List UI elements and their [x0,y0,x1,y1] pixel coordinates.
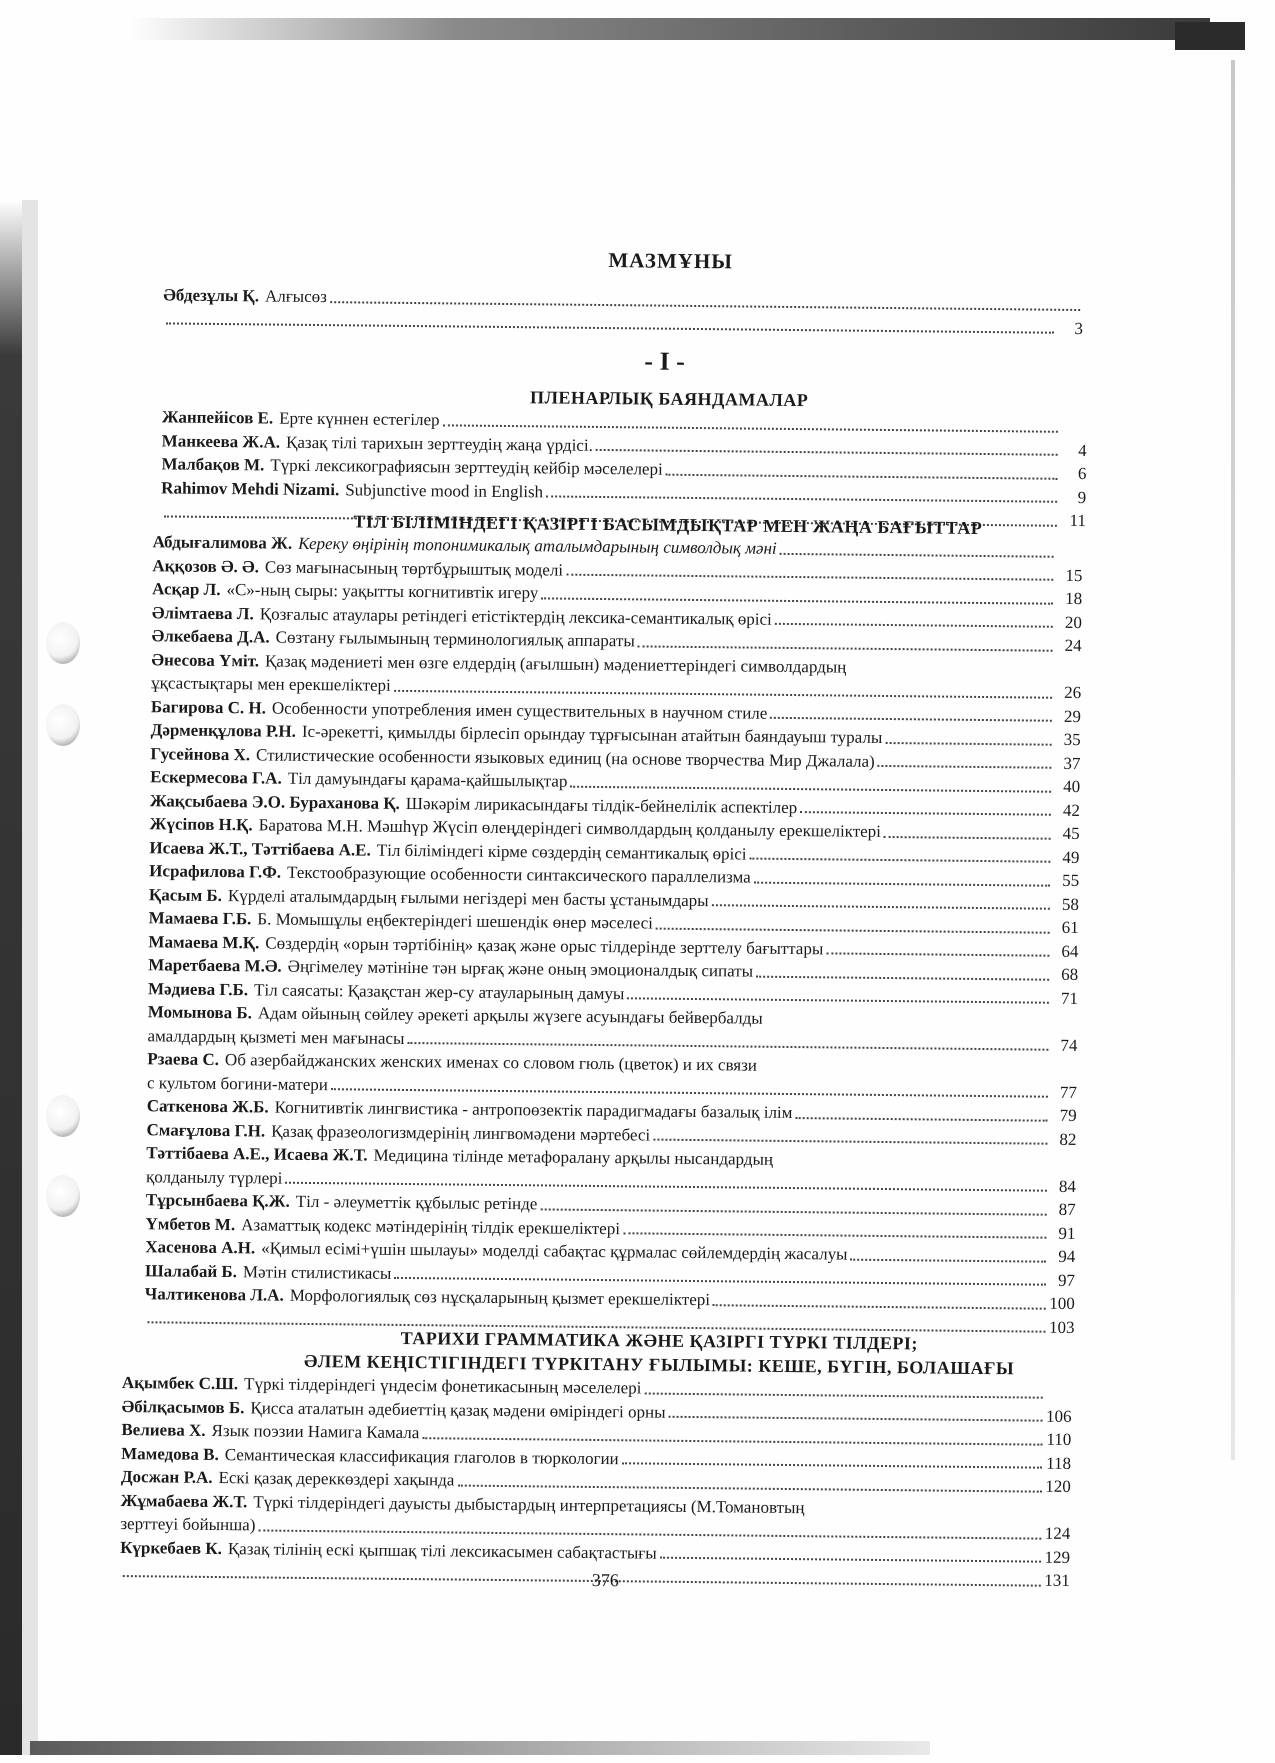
dot-leader [623,1232,1046,1238]
entry-page: 58 [1053,892,1079,916]
entry-title: Об азербайджанских женских именах со словом гюль (цветок) и их связи [225,1050,757,1075]
dot-leader [775,623,1053,628]
entry-title: Тіл біліміндегі кірме сөздердің семантикалық өрісі [377,838,747,865]
dot-leader [331,1088,1048,1098]
entry-author: Жанпейісов Е. [162,405,273,430]
entry-page: 131 [1044,1569,1070,1593]
entry-page: 18 [1056,587,1082,611]
dot-leader [541,597,1053,604]
entry-author: Манкеева Ж.А. [162,429,281,454]
entry-author: Мәдиева Г.Б. [148,977,248,1002]
entry-title: Ерте күннен естегілер [279,407,440,432]
entry-author: Жақсыбаева Э.О. Бураханова Қ. [150,789,400,815]
entry-title: Әңгімелеу мәтініне тән ырғақ және оның эмоционалдық сипаты [288,955,754,983]
entry-author: Исаева Ж.Т., Тәттібаева А.Е. [149,836,371,862]
dot-leader [123,1575,1041,1587]
entry-title: Б. Момышұлы еңбектеріндегі шешендік өнер мәселесі [257,907,653,935]
dot-leader [644,1392,1042,1398]
entry-page: 103 [1048,1315,1074,1339]
entry-author: Гусейнова Х. [150,742,250,767]
dot-leader [566,574,1053,581]
entry-page: 64 [1052,939,1078,963]
entry-page: 40 [1054,775,1080,799]
entry-page: 91 [1049,1221,1075,1245]
entry-title: Стилистические особенности языковых единиц (на основе творчества Мир Джалала) [256,743,875,773]
entry-title: Тіл - әлеуметтік құбылыс ретінде [296,1190,538,1216]
entry-author: Әбілқасымов Б. [122,1395,245,1420]
entry-page: 3 [1057,316,1083,340]
entry-title: Түркі лексикографиясын зерттеудің кейбір мәселелері [270,454,663,482]
entry-title: Семантическая классификация глаголов в тюркологии [225,1443,619,1471]
entry-page: 124 [1044,1522,1070,1546]
entry-title: Қазақ мәдениеті мен өзге елдердің (ағылшын) мәдениеттеріндегі символдардың [265,651,847,676]
entry-author: Мамедова В. [121,1442,219,1467]
entry-title: Мәтін стилистикасы [243,1260,392,1285]
entry-page: 74 [1051,1033,1077,1057]
dot-leader [546,495,1057,502]
section-heading: ТІЛ БІЛІМІНДЕГІ ҚАЗІРГІ БАСЫМДЫҚТАР МЕН ЖАҢА БАҒЫТТАР [3,506,1275,544]
entry-page: 49 [1053,845,1079,869]
dot-leader [754,881,1050,886]
dot-leader [660,1557,1041,1563]
entry-title: Баратова М.Н. Мәшһүр Жүсіп өлеңдеріндегі символдардың қолданылу ерекшеліктері [259,813,882,843]
dot-leader [826,952,1049,956]
entry-page: 45 [1054,822,1080,846]
entry-author: Багирова С. Н. [151,695,266,720]
dot-leader [622,1462,1042,1468]
entry-page: 24 [1056,634,1082,658]
entry-author: Ақымбек С.Ш. [122,1371,238,1396]
entry-title: Түркі тілдеріндегі дауысты дыбыстардың интерпретациясы (М.Томановтың [253,1492,804,1517]
entry-author: Әлімтаева Л. [152,601,254,626]
entry-author: Смағұлова Г.Н. [146,1118,265,1143]
entry-title: Subjunctive mood in English [345,478,543,504]
dot-leader [669,1416,1043,1422]
entry-title: Қисса аталатын әдебиеттің қазақ мәдени өміріндегі орны [250,1396,665,1424]
entry-page: 68 [1052,963,1078,987]
entry-page: 94 [1049,1245,1075,1269]
entry-page: 35 [1055,728,1081,752]
dot-leader [756,975,1049,980]
entry-page: 9 [1060,485,1086,509]
entry-page: 110 [1045,1428,1071,1452]
entry-author: Rahimov Mehdi Nizami. [161,476,339,501]
section-entries [144,530,1082,1339]
entry-author: Дәрменқұлова Р.Н. [151,718,296,743]
entry-title: Қозғалыс атаулары ретіндегі етістіктердің лексика-семантикалық өрісі [260,602,772,631]
dot-leader [638,645,1053,651]
dot-leader [394,1277,1046,1286]
entry-title-continued: ұқсастықтары мен ерекшеліктері [151,671,391,697]
dot-leader [666,473,1058,479]
entry-author: Малбақов М. [161,452,264,477]
entry-author: Досжан Р.А. [121,1465,213,1489]
entry-author: Күркебаев К. [120,1536,222,1561]
entry-title-continued: қолданылу түрлері [146,1165,283,1190]
entry-title: Сөздердің «орын тәртібінің» қазақ және орыс тілдерінде зерттелу бағыттары [265,931,823,960]
entry-page: 84 [1050,1174,1076,1198]
entry-author: Шалабай Б. [145,1259,237,1283]
entry-title: Когнитивтік лингвистика - антропоөзектік парадигмадағы базалық ілім [275,1096,793,1125]
entry-author: Ескермесова Г.А. [150,765,282,790]
entry-title: Адам ойының сөйлеу әрекеті арқылы жүзеге асуындағы бейвербалды [258,1003,763,1027]
dot-leader [800,811,1051,816]
entry-author: Асқар Л. [152,577,221,601]
entry-author: Саткенова Ж.Б. [147,1094,269,1119]
entry-title: Медицина тілінде метафоралану арқылы нысандардың [373,1146,773,1169]
entry-title: Язык поэзии Намига Камала [211,1419,419,1445]
entry-title-continued: амалдардың қызметі мен мағынасы [147,1024,404,1050]
dot-leader [596,449,1058,456]
entry-page: 11 [1060,509,1086,533]
dot-leader [885,741,1051,745]
entry-page: 26 [1055,681,1081,705]
entry-title: Іс-әрекетті, қимылды бірлесіп орындау тұрғысынан атайтын баяндауыш туралы [302,720,883,750]
dot-leader [770,717,1052,722]
entry-page: 71 [1052,986,1078,1010]
page-number: 376 [592,1570,619,1591]
entry-author: Велиева Х. [121,1418,205,1442]
entry-page: 55 [1053,869,1079,893]
dot-leader [795,1117,1047,1122]
entry-page: 129 [1044,1545,1070,1569]
dot-leader [850,1258,1046,1262]
entry-title: Қазақ тілінің ескі қыпшақ тілі лексикасымен сабақтастығы [228,1537,657,1565]
entry-page: 118 [1045,1451,1071,1475]
dot-leader [443,424,1058,432]
entry-author: Жұмабаева Ж.Т. [121,1491,248,1511]
dot-leader [656,927,1050,933]
entry-author: Жүсіпов Н.Қ. [150,812,253,837]
entry-page: 37 [1054,751,1080,775]
dot-leader [422,1437,1042,1445]
entry-author: Қасым Б. [149,883,222,907]
entry-author: Әлкебаева Д.А. [152,624,270,649]
entry-page: 106 [1045,1404,1071,1428]
part-number: - I - [4,340,1275,384]
entry-author: Хасенова А.Н. [145,1235,255,1260]
entry-title: Тіл саясаты: Қазақстан жер-су атауларының дамуы [254,978,625,1005]
entry-author: Мамаева Г.Б. [149,906,252,931]
dot-leader [884,835,1051,839]
entry-page: 61 [1053,916,1079,940]
entry-title: Күрделі аталымдардың ғылыми негіздері мен басты ұстанымдары [228,884,709,913]
dot-leader [627,997,1049,1003]
dot-leader [540,1208,1046,1215]
entry-page: 87 [1050,1198,1076,1222]
dot-leader [457,1484,1041,1492]
entry-page: 42 [1054,798,1080,822]
entry-title: Текстообразующие особенности синтаксического параллелизма [287,861,751,889]
entry-author: Чалтикенова Л.А. [145,1282,284,1307]
entry-title: Кереку өңірінің топонимикалық аталымдарының символдық мәні [298,532,777,561]
section-entries [120,1371,1072,1592]
entry-title: Особенности употребления имен существительных в научном стиле [272,696,768,725]
entry-author: Момынова Б. [148,1002,252,1022]
entry-author: Абдығалимова Ж. [153,530,293,555]
entry-title: Сөз мағынасының төртбұрыштық моделі [265,555,563,582]
entry-title: Қазақ фразеологизмдерінің лингвомәдени мәртебесі [271,1119,650,1146]
entry-author: Аққозов Ә. Ә. [152,554,259,579]
entry-page: 77 [1051,1080,1077,1104]
entry-author: Мамаева М.Қ. [148,930,259,955]
dot-leader [407,1042,1048,1051]
entry-title: Азаматтық кодекс мәтіндерінің тілдік ерекшеліктері [241,1213,620,1240]
entry-title: Алғысөз [265,284,327,308]
page-title: МАЗМҰНЫ [6,242,1275,281]
dot-leader [570,785,1051,792]
entry-title-continued: зерттеуі бойынша) [120,1512,255,1537]
intro-entry [163,283,1083,340]
entry-page: 6 [1060,462,1086,486]
entry-author: Исрафилова Г.Ф. [149,859,281,884]
entry-page: 15 [1056,563,1082,587]
entry-title: Түркі тілдеріндегі үндесім фонетикасының мәселелері [244,1372,642,1400]
entry-author: Әнесова Үміт. [151,650,259,670]
section-heading: ПЛЕНАРЛЫҚ БАЯНДАМАЛАР [4,380,1275,418]
entry-title: Тіл дамуындағы қарама-қайшылықтар [288,767,568,793]
entry-title: Шәкәрім лирикасындағы тілдік-бейнелілік аспектілер [406,791,798,819]
entry-title: «Қимыл есімі+үшін шылауы» моделді сабақтас құрмалас сөйлемдердің жасалуы [261,1236,848,1266]
dot-leader [749,858,1050,863]
entry-author: Тәттібаева А.Е., Исаева Ж.Т. [146,1143,367,1164]
entry-title: Ескі қазақ дереккөздері хақында [218,1466,454,1492]
entry-author: Маретбаева М.Ә. [148,953,282,978]
entry-author: Үмбетов М. [145,1212,235,1236]
entry-page: 120 [1045,1475,1071,1499]
entry-title: Қазақ тілі тарихын зерттеудің жаңа үрдісі. [286,430,593,457]
entry-title-continued: с культом богини-матери [147,1071,328,1096]
entry-page: 82 [1050,1127,1076,1151]
section-heading: ТАРИХИ ГРАММАТИКА ЖӘНЕ ҚАЗІРГІ ТҮРКІ ТІЛДЕРІ; ӘЛЕМ КЕҢІСТІГІНДЕГІ ТҮРКІТАНУ ҒЫЛЫМЫ: КЕШЕ, БҮГІН, БОЛАШАҒЫ [0,1322,1275,1384]
entry-title: «С»-ның сыры: уақытты когнитивтік игеру [226,578,538,605]
entry-page: 79 [1051,1104,1077,1128]
dot-leader [878,765,1052,769]
entry-page: 100 [1049,1292,1075,1316]
dot-leader [653,1139,1047,1145]
entry-author: Рзаева С. [147,1049,219,1069]
entry-author: Әбдезұлы Қ. [163,283,259,308]
dot-leader [394,689,1052,698]
entry-page: 97 [1049,1268,1075,1292]
entry-title: Морфологиялық сөз нұсқаларының қызмет ерекшеліктері [290,1284,710,1312]
dot-leader [713,1304,1046,1309]
entry-title: Сөзтану ғылымының терминологиялық аппараты [276,626,635,653]
dot-leader [166,322,1054,333]
entry-page: 20 [1056,610,1082,634]
dot-leader [712,904,1050,910]
entry-page: 29 [1055,704,1081,728]
entry-page: 4 [1061,438,1087,462]
entry-author: Тұрсынбаева Қ.Ж. [146,1188,290,1213]
dot-leader [780,552,1054,557]
